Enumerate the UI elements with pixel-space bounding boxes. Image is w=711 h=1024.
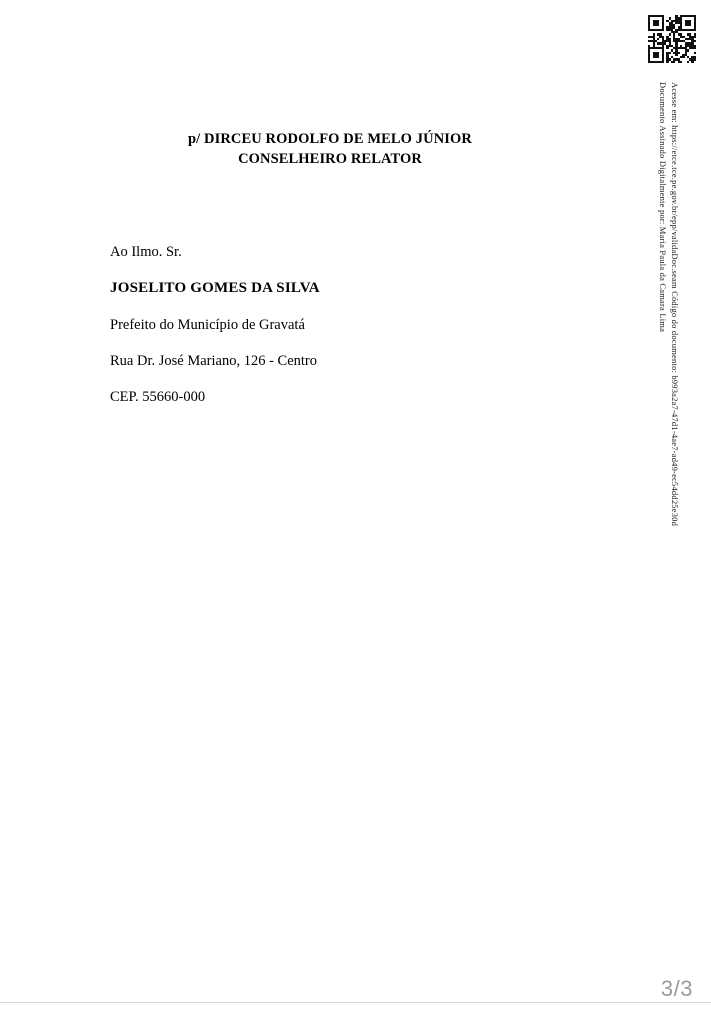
stamp-signer-text: Documento Assinado Digitalmente por: Maria Paula da Camara Lima [658,82,668,333]
recipient-salutation: Ao Ilmo. Sr. [110,244,182,260]
signature-block [0,130,660,169]
recipient-name: JOSELITO GOMES DA SILVA [110,279,320,296]
recipient-street: Rua Dr. José Mariano, 126 - Centro [110,353,317,370]
stamp-verification-text: Acesse em: https://etce.tce.pe.gov.br/epp/validaDoc.seam Código do documento: b993a2a7-47d1-4ae7-ad49-ec54dd25e30d [670,82,680,527]
recipient-block [110,243,580,424]
signature-relator-name: p/ DIRCEU RODOLFO DE MELO JÚNIOR [188,131,472,147]
qr-code-icon [648,15,696,63]
stamp-text-block [656,82,696,602]
recipient-postal-code: CEP. 55660-000 [110,389,206,406]
recipient-role: Prefeito do Município de Gravatá [110,317,305,334]
signature-relator-title: CONSELHEIRO RELATOR [238,150,422,167]
digital-signature-stamp [648,10,704,610]
page-indicator: 3/3 [660,976,693,1001]
viewer-bottom-bar [0,1002,711,1024]
